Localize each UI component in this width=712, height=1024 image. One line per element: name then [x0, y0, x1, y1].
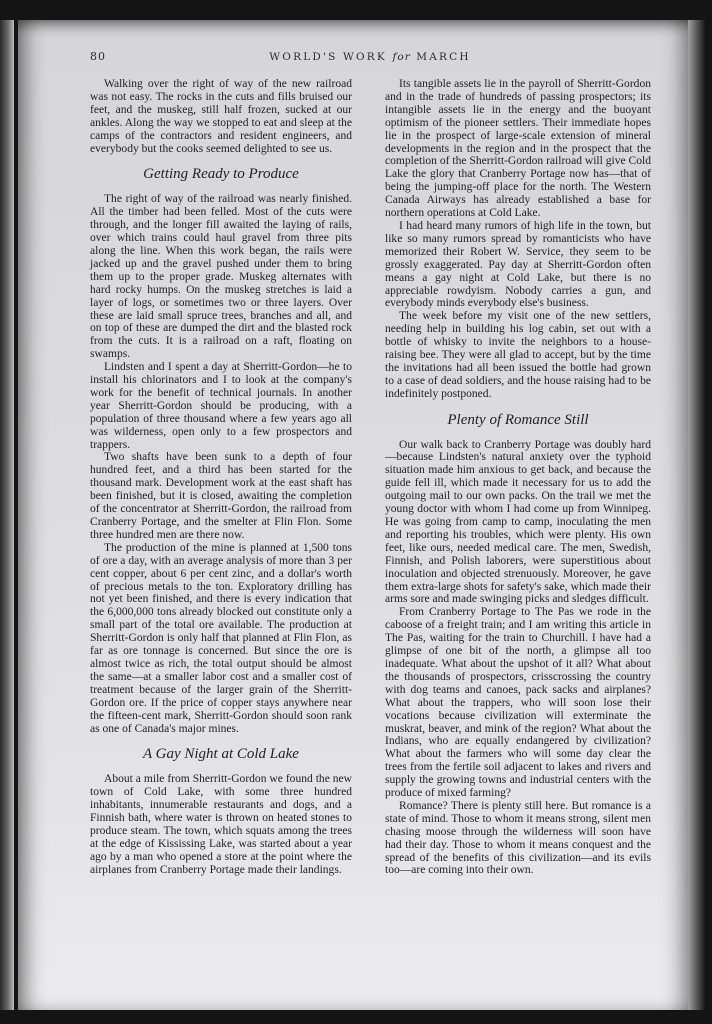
journal-title	[90, 51, 650, 63]
paragraph: Lindsten and I spent a day at Sherritt-Gordon—he to install his chlorinators and I to look at the company's work for the benefit of technical journals. In another year Sherritt-Gordon should be producing, with a population of three thousand where a few years ago all was wilderness, open only to a few prospectors and trappers.	[90, 361, 352, 451]
paragraph: I had heard many rumors of high life in the town, but like so many rumors spread by romanticists who have memorized their Robert W. Service, they seem to be grossly exaggerated. Pay day at Sherritt-Gordon often means a gay night at Cold Lake, but there is no appreciable rowdyism. Nobody carries a gun, and everybody minds everybody else's business.	[385, 219, 651, 310]
paragraph: About a mile from Sherritt-Gordon we found the new town of Cold Lake, with some three hundred inhabitants, innumerable restaurants and dogs, and a Finnish bath, where water is thrown on heated stones to produce steam. The town, which squats among the trees at the edge of Kississing Lake, was started about a year ago by a man who opened a store at the point where the airplanes from Cranberry Portage made their landings.	[90, 773, 352, 876]
page-left-shadow	[0, 20, 14, 1010]
paragraph: The week before my visit one of the new settlers, needing help in building his log cabin, set out with a bottle of whisky to invite the neighbors to a house-raising bee. They were all glad to accept, but by the time the invitations had all been issued the bottle had grown to a case of dead soldiers, and the house raising had to be indefinitely postponed.	[385, 310, 651, 400]
paragraph: The right of way of the railroad was nearly finished. All the timber had been felled. Most of the cuts were through, and the longer fill awaited the laying of rails, over which trains could haul gravel from three pits along the line. When this work began, the rails were jacked up and the gravel pushed under them to bring them up to the proper grade. Muskeg alternates with hard rocky humps. On the muskeg stretches is laid a layer of logs, or sometimes two or three layers. Over these are laid small spruce trees, branches and all, and on top of these are dumped the dirt and the blasted rock from the cuts. It is a railroad on a raft, floating on swamps.	[90, 193, 352, 361]
paragraph: Its tangible assets lie in the payroll of Sherritt-Gordon and in the trade of hundreds of passing prospectors; its intangible assets lie in the energy and the buoyant optimism of the pioneer settlers. Their immediate hopes lie in the prospect of large-scale extension of mineral developments in the region and in the prospect that the completion of the Sherritt-Gordon railroad will give Cold Lake the glory that Cranberry Portage now has—that of being the jumping-off place for the north. The Western Canada Airways has already established a base for northern operations at Cold Lake.	[385, 78, 651, 220]
paragraph: From Cranberry Portage to The Pas we rode in the caboose of a freight train; and I am writing this article in The Pas, waiting for the train to Churchill. I have had a glimpse of one bit of the north, a glimpse all too inadequate. What about the upshot of it all? What about the thousands of prospectors, crisscrossing the country with dog teams and canoes, pack sacks and airplanes? What about the trappers, who will soon lose their vocations because civilization will exterminate the muskrat, beaver, and mink of the region? What about the Indians, who are equally endangered by civilization? What about the farmers who will some day clear the trees from the fertile soil adjacent to lakes and rivers and supply the growing towns and industrial centers with the produce of mixed farming?	[385, 606, 651, 800]
section-heading: Plenty of Romance Still	[447, 411, 589, 428]
section-heading: A Gay Night at Cold Lake	[143, 746, 299, 763]
section-heading: Getting Ready to Produce	[143, 166, 299, 183]
paragraph: Two shafts have been sunk to a depth of four hundred feet, and a third has been started for the thousand mark. Development work at the east shaft has been finished, but it is closed, awaiting the completion of the concentrator at Sherritt-Gordon, the railroad from Cranberry Portage, and the smelter at Flin Flon. Some three hundred men are there now.	[90, 451, 352, 541]
journal-title-month: MARCH	[410, 51, 471, 63]
left-column	[90, 78, 352, 877]
paragraph: Our walk back to Cranberry Portage was doubly hard—because Lindsten's natural anxiety over the typhoid situation made him anxious to get back, and because the guide fell ill, which made it necessary for us to add the outgoing mail to our own packs. On the trail we met the young doctor with whom I had come up from Winnipeg. He was going from camp to camp, inoculating the men and reporting his troubles, which were plenty. His own feet, like ours, needed medical care. The men, Swedish, Finnish, and Polish laborers, were superstitious about inoculation and objected strenuously. Moreover, he gave them extra-large shots for safety's sake, which made their arms sore and made swinging picks and sledges difficult.	[385, 438, 651, 606]
running-head	[90, 50, 650, 66]
journal-title-main: WORLD'S WORK	[269, 51, 393, 63]
paragraph: The production of the mine is planned at 1,500 tons of ore a day, with an average analysis of more than 3 per cent copper, about 6 per cent zinc, and a dollar's worth of precious metals to the ton. Exploratory drilling has not yet been finished, and there is every indication that the 6,000,000 tons already blocked out constitute only a small part of the total ore available. The production at Sherritt-Gordon is only half that planned at Flin Flon, as far as ore tonnage is concerned. But since the ore is almost twice as rich, the total output should be almost the same—at a smaller labor cost and a smaller cost of treatment because of the larger grain of the Sherritt-Gordon ore. If the price of copper stays anywhere near the fifteen-cent mark, Sherritt-Gordon should soon rank as one of Canada's major mines.	[90, 541, 352, 735]
paragraph: Romance? There is plenty still here. But romance is a state of mind. Those to whom it means strong, silent men chasing moose through the wilderness will soon have had their day. Those to whom it means conquest and the spread of the benefits of this civilization—and its evils too—are coming into their own.	[385, 799, 651, 877]
journal-title-for: for	[392, 51, 411, 63]
paragraph: Walking over the right of way of the new railroad was not easy. The rocks in the cuts and fills bruised our feet, and the muskeg, still half frozen, sucked at our ankles. Along the way we stopped to eat and sleep at the camps of the contractors and resident engineers, and everybody but the cooks seemed delighted to see us.	[90, 78, 352, 155]
page-number: 80	[90, 50, 106, 63]
right-column	[385, 78, 651, 877]
page-right-shadow	[688, 20, 706, 1010]
